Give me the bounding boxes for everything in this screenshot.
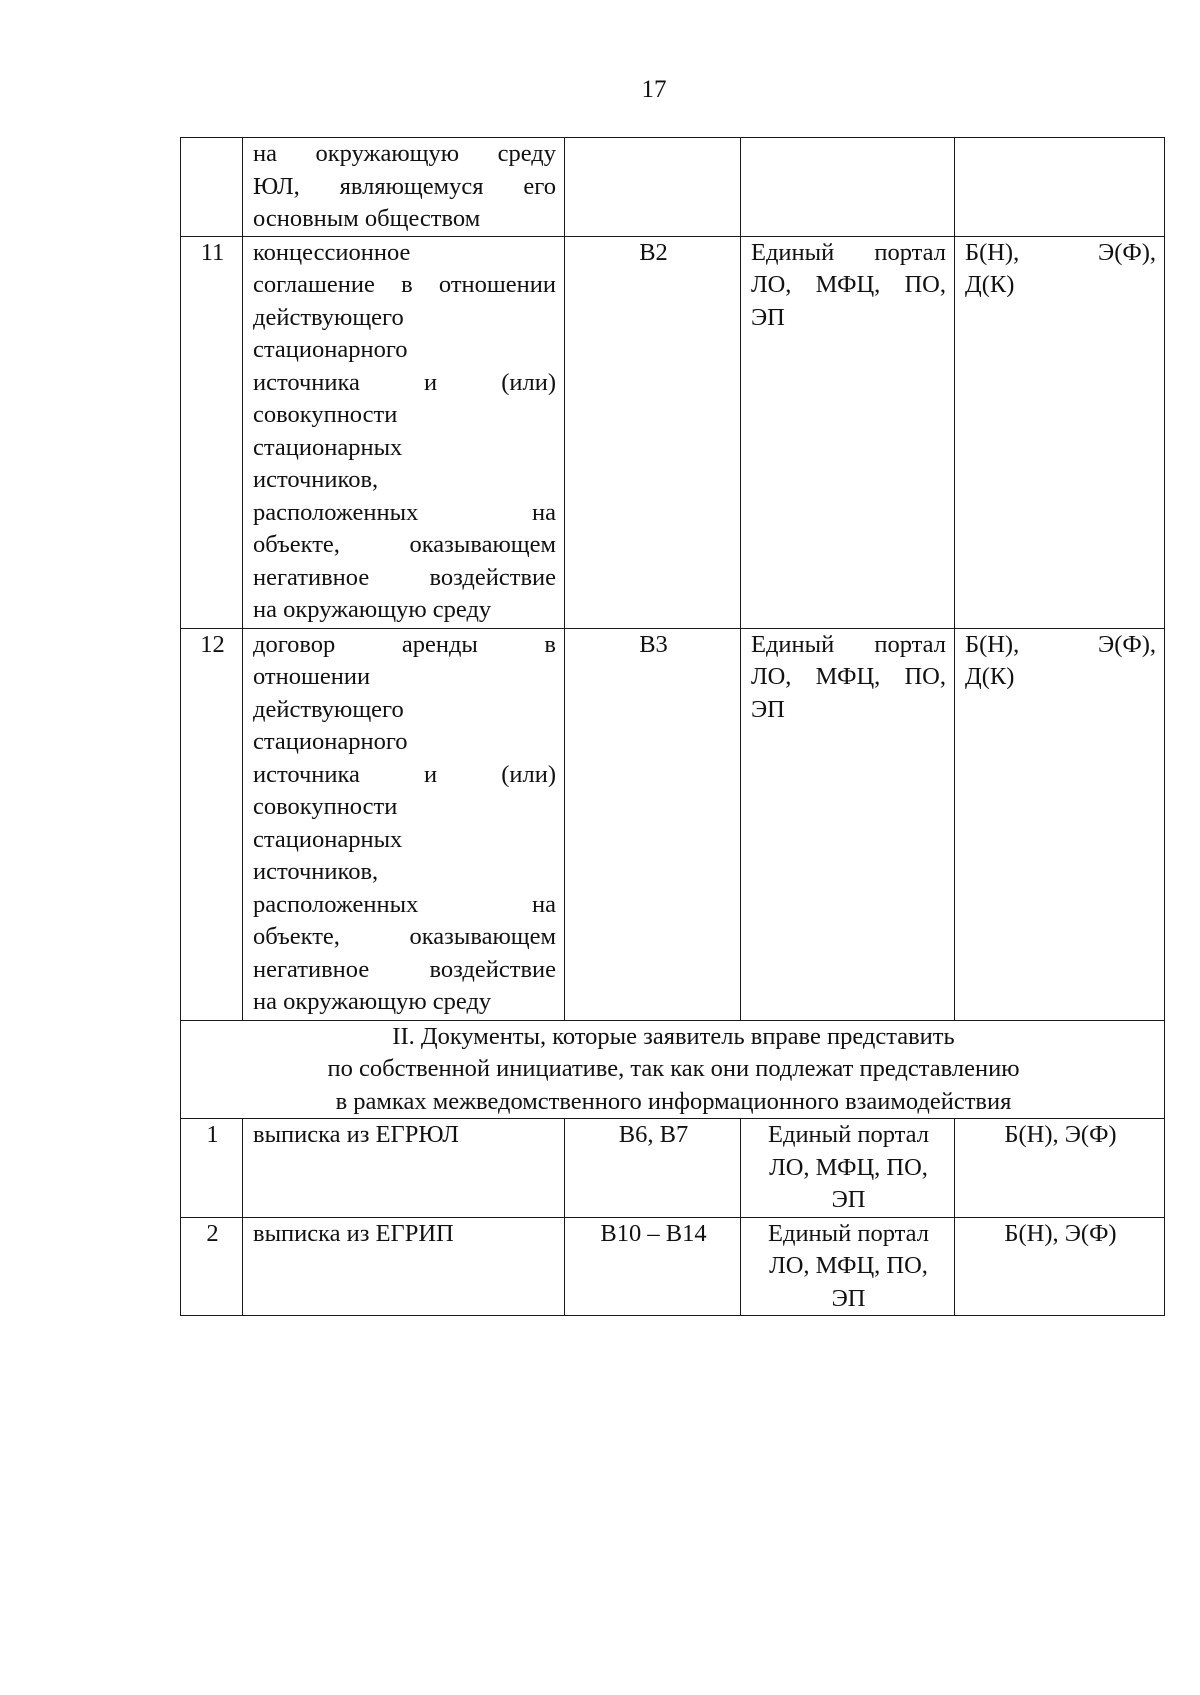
row-number: 1 xyxy=(181,1119,243,1218)
where-line: ЭП xyxy=(831,1186,866,1213)
description-line: объекте, оказывающем xyxy=(253,531,556,558)
description-line: объекте, оказывающем xyxy=(253,923,556,950)
where-line: Единый портал xyxy=(751,630,946,658)
description-line: источника и (или) xyxy=(253,368,556,396)
description-line: стационарных xyxy=(253,433,403,461)
row-description xyxy=(243,236,565,628)
row-number xyxy=(181,138,243,237)
where-line: ЛО, МФЦ, ПО, xyxy=(751,663,946,690)
row-where xyxy=(741,1119,955,1218)
description-line: расположенных на xyxy=(253,498,556,526)
description-line: совокупности xyxy=(253,793,398,820)
description-line: договор аренды в xyxy=(253,630,556,658)
section-heading xyxy=(181,1020,1165,1119)
section-heading-line: по собственной инициативе, так как они подлежат представлению xyxy=(327,1055,1020,1082)
description-line: основным обществом xyxy=(253,205,481,232)
row-number: 2 xyxy=(181,1217,243,1316)
table-row xyxy=(181,236,1165,628)
table-row xyxy=(181,1217,1165,1316)
section-heading-line: в рамках межведомственного информационного взаимодействия xyxy=(335,1087,1012,1115)
description-line: на окружающую среду xyxy=(253,988,492,1015)
description-line: на окружающую среду xyxy=(253,140,556,167)
row-description: выписка из ЕГРЮЛ xyxy=(243,1119,565,1218)
description-line: действующего xyxy=(253,695,404,723)
row-code xyxy=(565,138,741,237)
row-code: В10 – В14 xyxy=(565,1217,741,1316)
mode-line: Б(Н), Э(Ф) xyxy=(1004,1121,1117,1148)
description-line: негативное воздействие xyxy=(253,563,556,591)
description-line: на окружающую среду xyxy=(253,596,492,623)
mode-line: Б(Н), Э(Ф) xyxy=(1004,1219,1117,1247)
description-line: источника и (или) xyxy=(253,760,556,788)
where-line: ЛО, МФЦ, ПО, xyxy=(751,271,946,298)
row-where xyxy=(741,1217,955,1316)
row-description xyxy=(243,628,565,1020)
where-line: Единый портал xyxy=(751,238,946,266)
description-line: ЮЛ, являющемуся его xyxy=(253,172,556,200)
where-line: Единый портал xyxy=(768,1121,929,1148)
where-line: ЭП xyxy=(751,303,785,331)
row-number: 11 xyxy=(181,236,243,628)
description-line: стационарных xyxy=(253,825,403,853)
description-line: расположенных на xyxy=(253,890,556,918)
row-number: 12 xyxy=(181,628,243,1020)
description-line: стационарного xyxy=(253,728,408,755)
row-code: В3 xyxy=(565,628,741,1020)
row-mode xyxy=(955,236,1165,628)
row-code: В6, В7 xyxy=(565,1119,741,1218)
where-line: ЭП xyxy=(831,1284,866,1312)
row-description xyxy=(243,138,565,237)
mode-line: Б(Н), Э(Ф), xyxy=(965,238,1156,266)
row-code: В2 xyxy=(565,236,741,628)
row-where xyxy=(741,138,955,237)
description-line: действующего xyxy=(253,303,404,331)
mode-line: Б(Н), Э(Ф), xyxy=(965,630,1156,658)
description-line: совокупности xyxy=(253,401,398,428)
table-row-continuation xyxy=(181,138,1165,237)
description-line: концессионное xyxy=(253,238,411,266)
description-line: отношении xyxy=(253,663,371,690)
section-heading-line: II. Документы, которые заявитель вправе представить xyxy=(392,1022,955,1050)
where-line: ЛО, МФЦ, ПО, xyxy=(769,1153,928,1181)
row-mode xyxy=(955,1217,1165,1316)
description-line: источников, xyxy=(253,466,379,493)
page-number: 17 xyxy=(641,76,667,103)
row-mode xyxy=(955,138,1165,237)
mode-line: Д(К) xyxy=(965,271,1015,298)
table-row xyxy=(181,1119,1165,1218)
documents-table xyxy=(180,137,1165,1316)
description-line: источников, xyxy=(253,858,379,885)
row-mode xyxy=(955,628,1165,1020)
row-where xyxy=(741,236,955,628)
mode-line: Д(К) xyxy=(965,663,1015,690)
where-line: ЭП xyxy=(751,695,785,723)
where-line: ЛО, МФЦ, ПО, xyxy=(769,1252,928,1279)
section-heading-row xyxy=(181,1020,1165,1119)
description-line: соглашение в отношении xyxy=(253,271,556,298)
row-mode xyxy=(955,1119,1165,1218)
description-line: стационарного xyxy=(253,336,408,363)
where-line: Единый портал xyxy=(768,1219,929,1247)
table-row xyxy=(181,628,1165,1020)
row-description: выписка из ЕГРИП xyxy=(243,1217,565,1316)
row-where xyxy=(741,628,955,1020)
description-line: негативное воздействие xyxy=(253,955,556,983)
